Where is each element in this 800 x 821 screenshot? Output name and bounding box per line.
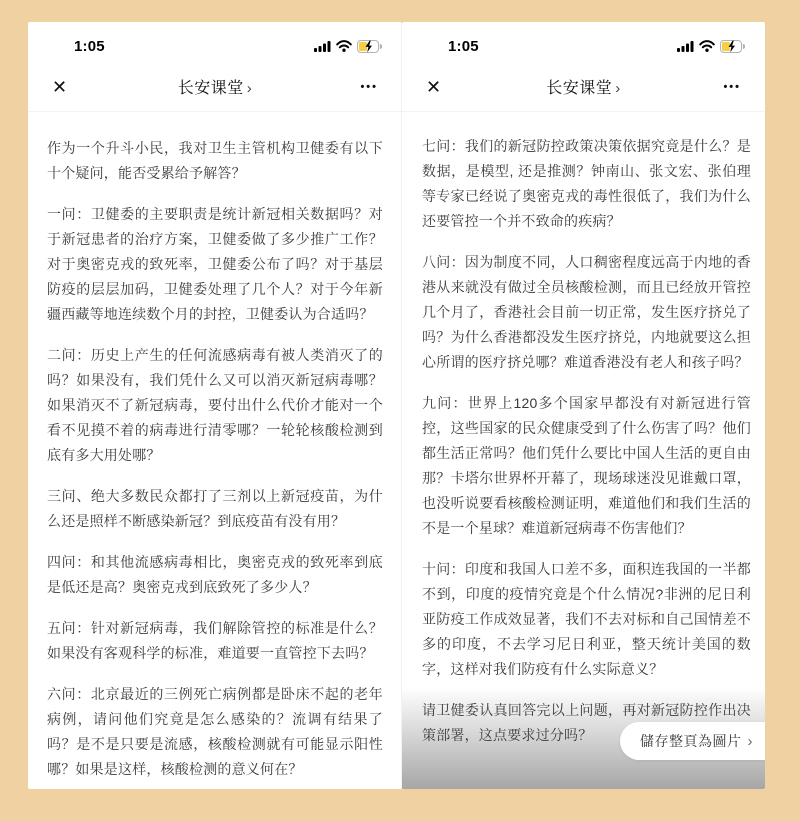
more-menu-icon[interactable]: ••• [723,80,741,93]
close-icon[interactable]: ✕ [426,76,442,97]
wifi-icon [699,40,715,52]
article-paragraph: 请卫健委认真回答完以上问题，再对新冠防控作出决策部署，这点要求过分吗？ [422,702,751,743]
screenshot-right [402,22,765,789]
battery-charging-icon [720,40,745,53]
article-paragraph: 一问：卫健委的主要职责是统计新冠相关数据吗？对于新冠患者的治疗方案，卫健委做了多少推广工作？对于奥密克戎的致死率，卫健委公布了吗？对于基层防疫的层层加码，卫健委处理了几个人？对于今年新疆西藏等地连续数个月的封控，卫健委认为合适吗？ [47,206,383,322]
chevron-right-icon: › [747,732,753,750]
battery-charging-icon [357,40,382,53]
article-paragraph: 五问：针对新冠病毒，我们解除管控的标准是什么？如果没有客观科学的标准，难道要一直管控下去吗？ [47,620,383,661]
article-paragraph: 九问：世界上120多个国家早都没有对新冠进行管控，这些国家的民众健康受到了什么伤害了吗？他们都生活正常吗？他们凭什么要比中国人生活的更自由那？卡塔尔世界杯开幕了，现场球迷没见谁戴口罩，也没听说要看核酸检测证明，难道他们和我们生活的不是一个星球？难道新冠病毒不伤害他们？ [422,395,751,536]
article-paragraph: 八问：因为制度不同，人口稠密程度远高于内地的香港从来就没有做过全员核酸检测，而且已经放开管控几个月了，香港社会目前一切正常，发生医疗挤兑了吗？为什么香港都没发生医疗挤兑，内地就要这么担心所谓的医疗挤兑哪？难道香港没有老人和孩子吗？ [422,254,751,370]
signal-strength-icon [677,41,694,52]
status-icons [314,40,382,53]
close-icon[interactable]: ✕ [52,76,68,97]
nav-bar [28,62,402,112]
status-time: 1:05 [448,37,479,55]
status-time: 1:05 [74,37,105,55]
official-account-title[interactable]: 长安课堂 › [177,80,253,97]
signal-strength-icon [314,41,331,52]
nav-bar [402,62,765,112]
article-paragraph: 作为一个升斗小民，我对卫生主管机构卫健委有以下十个疑问，能否受累给予解答？ [47,140,383,181]
save-button-label: 儲存整頁為圖片 [640,733,742,749]
title-chevron-icon: › [615,80,621,97]
article-paragraph: 十问：印度和我国人口差不多，面积连我国的一半都不到，印度的疫情究竟是个什么情况?非洲的尼日利亚防疫工作成效显著，我们不去对标和自己国情差不多的印度，不去学习尼日利亚，整天统计美国的数字，这样对我们防疫有什么实际意义？ [422,561,751,677]
article-paragraph: 六问：北京最近的三例死亡病例都是卧床不起的老年病例，请问他们究竟是怎么感染的？流调有结果了吗？是不是只要是流感，核酸检测就有可能显示阳性哪？如果是这样，核酸检测的意义何在？ [47,686,383,777]
save-page-as-image-button[interactable] [620,722,765,760]
article-body-left [28,112,402,782]
article-paragraph: 二问：历史上产生的任何流感病毒有被人类消灭了的吗？如果没有，我们凭什么又可以消灭新冠病毒哪？如果消灭不了新冠病毒，要付出什么代价才能对一个看不见摸不着的病毒进行清零哪？一轮轮核酸检测到底有多大用处哪？ [47,347,383,463]
more-menu-icon[interactable]: ••• [360,80,378,93]
wifi-icon [336,40,352,52]
article-body-right [402,112,765,748]
article-paragraph: 四问：和其他流感病毒相比，奥密克戎的致死率到底是低还是高？奥密克戎到底致死了多少人？ [47,554,383,595]
screenshot-left [28,22,402,789]
status-bar [28,22,402,62]
status-bar [402,22,765,62]
title-chevron-icon: › [246,80,253,97]
official-account-title[interactable]: 长安课堂 › [546,80,621,97]
status-icons [677,40,745,53]
article-paragraph: 三问、绝大多数民众都打了三剂以上新冠疫苗，为什么还是照样不断感染新冠？到底疫苗有没有用？ [47,488,383,529]
article-paragraph: 七问：我们的新冠防控政策决策依据究竟是什么？是数据，是模型, 还是推测？钟南山、张文宏、张伯理等专家已经说了奥密克戎的毒性很低了，我们为什么还要管控一个并不致命的疾病？ [422,138,751,229]
